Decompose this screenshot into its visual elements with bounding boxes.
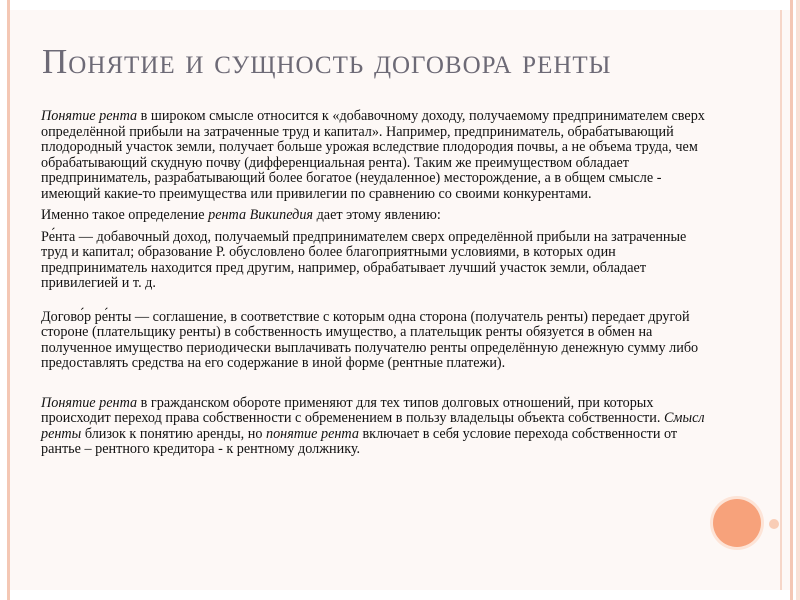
italic-term: Понятие рента	[41, 108, 138, 124]
italic-term: Понятие рента	[41, 394, 138, 411]
paragraph-text: включает в себя условие перехода собственности от рантье – рентного кредитора - к рентному должнику.	[41, 425, 678, 457]
italic-term: рента Википедия	[208, 207, 314, 223]
paragraph-wikipedia-intro	[41, 208, 706, 224]
paragraph-text: Ре́нта — добавочный доход, получаемый предпринимателем сверх определённой прибыли на затраченные труд и капитал; образование Р. обусловлено более благоприятными условиями, в которых один предприниматель находится пред другим, например, обрабатывает лучший участок земли, обладает привилегией и т. д.	[41, 228, 687, 291]
paragraph-text: дает этому явлению:	[313, 207, 441, 223]
paragraph-civil-circulation	[41, 396, 706, 458]
right-accent-stripe	[790, 0, 793, 600]
paragraph-text: в широком смысле относится к «добавочному доходу, получаемому предпринимателем сверх определённой прибыли на затраченные труд и капитал». Например, предприниматель, обрабатывающий плодородный участок земли, получает больше урожая вследствие плодородия почвы, а не объема труда, чем обрабатывающий скудную почву (дифференциальная рента). Таким же преимуществом обладает предприниматель, разрабатывающий более богатое (неудаленное) месторождение, а в общем смысле - имеющий какие-то преимущества или привилегии по сравнению со своими конкурентами.	[41, 108, 705, 202]
slide-title: Понятие и сущность договора ренты	[42, 42, 612, 81]
italic-term: понятие рента	[265, 425, 359, 442]
paragraph-text: Именно такое определение	[41, 207, 209, 223]
decorative-circle	[713, 499, 761, 547]
paragraph-rent-contract	[41, 310, 706, 372]
paragraph-text: близок к понятию аренды, но	[81, 425, 266, 442]
paragraph-rent-concept	[41, 109, 706, 202]
right-edge-stripe	[796, 0, 800, 600]
italic-term: Смысл ренты	[41, 410, 705, 442]
right-divider-line	[780, 10, 782, 590]
paragraph-text: в гражданском обороте применяют для тех типов долговых отношений, при которых происходит переход права собственности с обременением в пользу владельцы объекта собственности.	[41, 394, 664, 426]
decorative-dot	[769, 519, 779, 529]
slide-body	[41, 109, 706, 464]
paragraph-text: Догово́р ре́нты — соглашение, в соответствие с которым одна сторона (получатель ренты) передает другой стороне (плательщику ренты) в собственность имущество, а плательщик ренты обязуется в обмен на полученное имущество периодически выплачивать получателю ренты определённую денежную сумму либо предоставлять средства на его содержание в иной форме (рентные платежи).	[41, 308, 699, 371]
paragraph-rent-definition	[41, 230, 706, 292]
